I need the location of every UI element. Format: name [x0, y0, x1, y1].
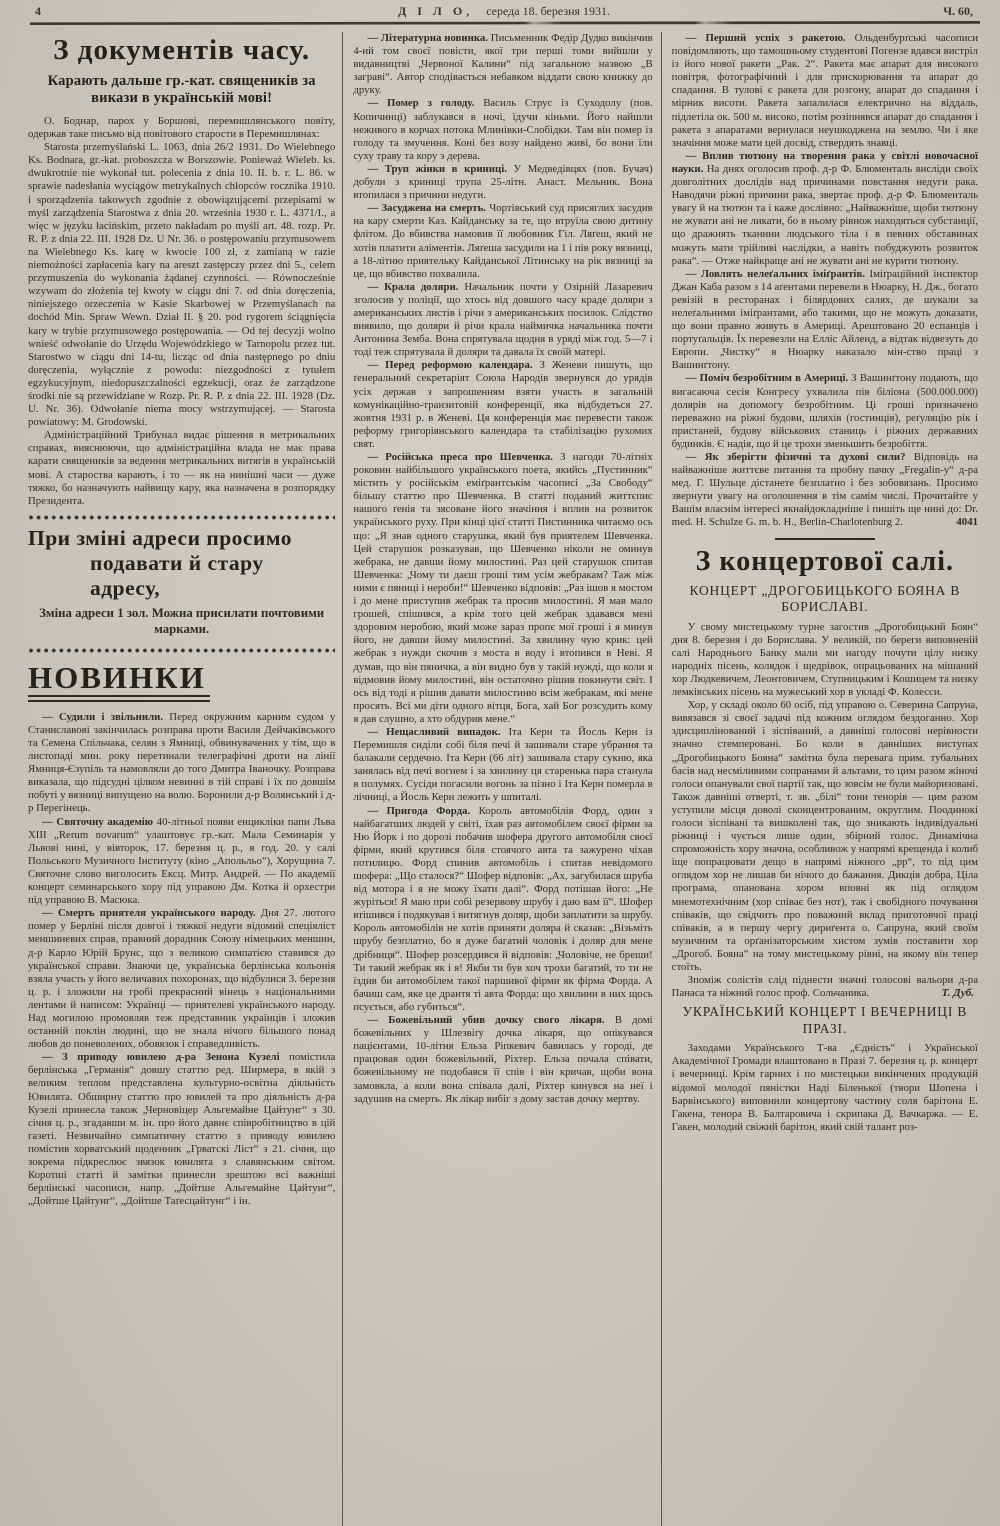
paragraph: Заходами Українського Т-ва „Єдність“ і Української Академічної Громади влаштовано в Празі 7. березня ц. р. концерт і вечерниці. Крім гарних і по мистецьки викінчених продукцій відомої молодої пяністки Наді Біленької (твори Шопена і Барвінського) виповнили концертову частину соля барітона Е. Гакена, тенора В. Балтаровича і скрипака Д. Вачкаржа. — Е. Гакен, молодий свіжий барітон, який свій талант роз-: [671, 1042, 978, 1133]
section-subtitle-documents: Карають дальше гр.-кат. священиків за викази в українській мові!: [47, 73, 316, 106]
news-item: — Нещасливий випадок. Іта Керн та Йосль Керн із Перемишля сиділи собі біля печі й зашивали старе убрання та балакали сердечно. Іта Керн (66 літ) зашивала стару сукню, яка занялась від печі вогнем і за хвилину ця старенька пара станула в полумях. Сусіди погасили вогонь за пізно і Іта Керн померла в лічниці, а Йосль Керн лежить у шпиталі.: [353, 725, 653, 804]
news-item: — Судили і звільнили. Перед окружним карним судом у Станиславові закінчилась розправа проти Василя Дейчаківського та Семена Спільчака, селян з Ямниці, обвинувачених у тім, що в листопаді мин. року перетинали телеграфічні дроти на лінії Ямниця-Єзупіль та намовляли до того Дмитра Іваночку. Розправа виказала, що підсудні цілком невинні в тій справі і їх по довшім побуті у вязниці випущено на волю. Боронили д-р Волянський і д-р Перегінець.: [28, 710, 336, 815]
news-item-lead: — Вплив тютюну на творення рака у світлі новочасної науки.: [671, 149, 978, 175]
paragraph: У свому мистецькому турне загостив „Дрогобицький Боян“ дня 8. березня і до Борислава. У великій, по береги виповненій салі Народнього Банку мали ми нагоду почути цілу низку народніх пісень, колядок і щедрівок, опрацьованих на мішаний хор Людкевичем, Леонтовичем, Ступницьким і Кошицем та низку лемківських пісень на мужеський хор в укладі Ф. Колесси.: [671, 620, 978, 699]
news-item-lead: — Судили і звільнили.: [42, 710, 170, 723]
news-item: — Як зберігти фізичні та духові сили? Відповідь на найважніше життєве питання та пробну пачку „Fregalin-у“ д-ра мед. Г. Шульце дістанете безплатно і без зобовязань. Просимо звернути увагу на оголошення в тім самім числі. Прочитайте у Вашім власнім інтересі якнайдокладніше і пишіть ще нині до: Dr. med. H. Schulze G. m. b. H., Berlin-Charlotenburg 2. 4041: [671, 451, 978, 529]
masthead-center: [398, 3, 610, 19]
news-item: — Вплив тютюну на творення рака у світлі новочасної науки. На днях оголосив проф. д-р Ф. Блюменталь висліди своїх довголітних дослідів над причинами повстання недуги рака. Наводячи ріжні причини рака, звертає проф. д-р Ф. Блюменталь увагу й на тютюн та і каже дослівно: „Найважніше, щоби тютюну не жувати ані не ликати, бо в ньому рівнож находяться субстанції, що дражнять тканини людського тіла і в певних обставинах можуть мати трійливі наслідки, а навіть побуджують розвиток рака“. — Отже найкраще ані не жувати ані не курити тютюну.: [671, 149, 978, 267]
news-item: — Перший успіх з ракетою. Ольденбурґські часописи повідомляють, що тамошньому студентові Погензе вдався вистріл із його нової ракети „Рак. 2“. Ракета має апарат для високого повітря, фотографічний і для прискорювання та апарат до спадання. В тулові є ракета для розгону, апарат до спадання і мірник висоти. Ракета запалилася електрично на віддаль, підлетіла ок. 500 м. високо, потім розіпнявся апарат до спадання і ракета з апаратами вернулася неушкоджена на землю. Чи і яке значіння може мати цей досвід, ствердять знавці.: [671, 32, 978, 149]
section-divider-rule: [775, 538, 875, 540]
news-item-lead: — Крала доляри.: [367, 280, 465, 293]
news-item-lead: — Літературна новинка.: [367, 32, 491, 44]
news-item: — Пригода Форда. Король автомобілів Форд, один з найбагатших людей у світі, їхав раз автомобілем своєї фірми за Ню Йорк і по дорозі побачив шофера другого автомобіля своєї фірми, який крутився біля стоячого авта та зажурено чіхав потилицю. Форд спинив автомобіль і спитав невідомого шофера: „Що сталося?“ Шофер відповів: „Ах, загубилася шруба від мотора і я не можу їхати далі“. Форд потішав його: „Не журіться! Я маю при собі резервову шрубу і даю вам її“. Шофер втішився і подякував і витягнув доляр, щоби заплатити за шрубу. Король автомобілів не хотів приняти доляра й сказав: „Візьміть шрубу безплатно, бо я дуже багатий чоловік і доляр для мене дрібниця“. Шофер розсердився й відповів: „Чоловіче, не бреши! Ти такий жебрак як і я! Якби ти був хоч трохи багатий, то ти не їздив би автомобілем такої паршивої фірми як фірма Форда. А бачиш сам, яке це дрантя ті авта Форда: що хвилини в них щось псується, або губиться“.: [353, 804, 653, 1013]
news-item: — Російська преса про Шевченка. З нагоди 70-літніх роковин найбільшого українського поета, якийсь „Пустинник“ містить у російськім еміґрантськім часописі „За Свободу“ більшу статтю про Шевченка. В статті поданий життєпис нашого ґенія та зясоване його значіння і вплив на розвиток українського руху. При кінці цієї статті Пистинника читаємо ось що: „Я знав одного старушка, який був приятелем Шевченка. Цей старушок розказував, що Шевченко ніколи не оминув жебрака, не давши йому милостині. Раз цей старушок спитав Шевченка: „Чому ти даєш гроші тим усім жебракам? Таж між ними є пяниці і нероби!“ Шевченко відповів: „Раз ішов я мостом і до мене приступив жебрак та просив милостині. Я мав мало грошей, спішився, а крім того цей жебрак здавався мені здоровим неробою, який може зараз пропє мої гроші і я минув його, не давши йому милостині. За хвилину чую крик: цей жебрак з нужди скочив з моста в воду і втопився в Неві. Я думав, що він пяничка, а він видно був у такій нужді, що коли я відмовив йому милостині, він остаточно рішив покинути світ. І ось від тоді я рішив давати милостиню всім жебракам, які мене просять. Всі ми діти одного вітця, Бога, хай Бог розсудить кому я дав слушно, а хто обдурив мене.“: [353, 451, 653, 725]
section-title-documents: З документів часу.: [53, 34, 311, 66]
address-change-notice: [28, 525, 335, 641]
paper-title: Д І Л О,: [397, 4, 474, 18]
paragraph: Зпоміж солістів слід піднести значні голосові вальори д-ра Панаса та ніжний голос проф. Сольчаника.: [671, 974, 978, 1000]
documents-paragraphs: [28, 115, 335, 508]
news-item: — Труп жінки в криниці. У Медведівцях (пов. Бучач) добули з криниці трупа 25-літн. Анаст. Мельник. Вона втопилася з причини недуги.: [353, 162, 653, 202]
news-item-lead: — Поміч безробітним в Америці.: [685, 372, 852, 385]
news-item-lead: — Перед реформою календара.: [367, 359, 540, 372]
address-notice-body: Зміна адреси 1 зол. Можна присилати почтовими марками.: [39, 605, 325, 636]
column-documents: [28, 32, 342, 1526]
news-item: — Божевільний убив дочку свого лікаря. В домі божевільних у Шлезвіґу дочка лікаря, що опікувався пацієнтами, 10-літня Ельза Ріпкевич бавилась у городі, де працював один божевільний, Ріхтер. Ельза почала співати, божевільному не подобався її спів і він кричав, щоби вона замовкла, а коли вона співала далі, Ріхтер кинувся на неї і задушив на смерть. Як лікар вибіг з дому застав дочку мертву.: [353, 1014, 653, 1105]
news-item-lead: — Смерть приятеля українського народу.: [42, 907, 261, 920]
page-number: 4: [35, 4, 41, 18]
news-item: — Перед реформою календара. З Женеви пишуть, що ґенеральний секретаріят Союза Народів звернувся до урядів усіх держав з запрошенням взяти участь в загальній комунікаційно-транзитовій конференції, яка відбудеться 27. жовтня 1931 р. в Женеві. Ця конференція має перевести також реформу григоріянського календара та стабілізацію рухомих свят.: [353, 359, 653, 450]
column-news-middle: [342, 32, 660, 1526]
column-news-concert: [661, 32, 980, 1526]
issue-number: Ч. 60,: [943, 4, 973, 18]
news-section-title: НОВИНКИ: [28, 661, 210, 702]
news-item: — З приводу ювилею д-ра Зенона Кузелі помістила берлінська „Германія“ довшу статтю ред. Ширмера, в якій з великим теплом представлена культурно-освітна діяльність Ювилята. Обширну статтю про ювилей та про діяльність д-ра Кузелі принесла також „Черновіцер Альгемайне Цайтунг“ з 30. січня ц. р., згадавши м. ін. про його давнє співробітництво в цій газеті. Незвичайно симпатичну статтю з приводу ювилею помістив хорватський щоденник „Грватскі Ліст“ з 21. січня, що зокрема підкреслює звязок ювилята з славянським світом. Коротші статті й замітки принесли зрештою всі важніші берлінські часописи, напр. „Дойтше Альгемайне Цайтунг“, „Дойтше Цайтунг“, „Дойтше Таґесцайтунг“ і ін.: [28, 1051, 336, 1208]
news-item-lead: — Помер з голоду.: [367, 97, 484, 110]
news-item-lead: — Як зберігти фізичні та духові сили?: [685, 451, 914, 463]
news-items-col3: [672, 32, 978, 530]
news-item: — Крала доляри. Начальник почти у Озірній Лазаревич зголосив у поліції, що хтось від довшого часу краде доляри з американських листів і річи з американських посилок. Слідство виявило, що доляри й річи крала наймичка начальника почти Антонина Земба. Вона спрятувала щодня в уряді між год. 5—7 і тоді теж спрятувала й доляри та давала їх своїй матері.: [353, 280, 653, 359]
masthead-rule: [30, 21, 980, 25]
masthead-date: середа 18. березня 1931.: [486, 4, 611, 18]
news-item-lead: — Святочну академію: [42, 815, 157, 828]
news-items-col1: [28, 711, 335, 1209]
concert-heading-boryslav: КОНЦЕРТ „ДРОГОБИЦЬКОГО БОЯНА В БОРИСЛАВІ.: [689, 582, 961, 615]
concert-heading-praha: УКРАЇНСЬКИЙ КОНЦЕРТ І ВЕЧЕРНИЦІ В ПРАЗІ.: [682, 1004, 968, 1036]
ad-number: 4041: [956, 516, 978, 529]
dotted-divider-bottom: [28, 647, 335, 654]
news-items-col2: [353, 32, 652, 1106]
news-item-lead: — Ловлять нелеґальних іміґрантів.: [685, 267, 870, 280]
news-section-header: [28, 661, 335, 702]
concert-paragraphs-boryslav: [672, 621, 978, 1001]
news-item-lead: — Нещасливий випадок.: [367, 725, 509, 738]
news-item-lead: — Російська преса про Шевченка.: [367, 451, 561, 463]
news-item: — Літературна новинка. Письменник Федір Дудко викінчив 4-ий том своєї повісти, якої три перші томи вийшли у видавництві „Червоної Калини“ під загальною назвою „В заграві“. Автор сподівається небавком віддати свою книжку до друку.: [353, 32, 653, 97]
address-notice-title-line1: При зміні адреси просимо: [28, 525, 292, 550]
news-item-lead: — Засуджена на смерть.: [367, 202, 490, 215]
news-item: — Святочну академію 40-літньої появи енцикліки папи Льва XIII „Rerum novarum“ улаштовує гр.-кат. Мала Семинарія у Львові нині, у вівторок, 17. березня ц. р., в год. 20. у салі Польського Музичного Інституту (кіно „Апольльо“), Хорущина 7. Святочне слово виголосить Ексц. Митр. Андрей. — По академії концерт семинарського хору під управою Дм. Котка й орхестри під управою В. Масюка.: [28, 815, 336, 907]
paragraph: Хор, у складі около 60 осіб, під управою о. Северина Сапруна, вивязався зі своєї задачі під кожним оглядом бездоганно. Хор здисциплінований і зіспіваний, а давніші голосові нерівности значно стемперовані. Бо коли в давніших виступах „Дрогобицького Бояна“ замітна була перевага прим. тубальних басів над несміливими сопранами й альтами, то цим разом жіночі голоси опанували свої партії так, що зовсім не були майоризовані. Також давніші отверті, т. зв. „білі“ тони тенорів — цим разом уступили місця доволі сконцентрованим, округлим. Поодинокі голоси зіспівані та вишколені так, що зникають індивідуальні ріжниці і чується лише один, збірний голос. Динамічна спроможність хору значна, особливож у напрямі крещенда і колиб іще попрацювати дещо в напрямі ніжного „рр“, то під цим оглядом хор не лишав би нічого до бажання. Дикція добра, Ціла програма, опанована хором вповні як під оглядом мнемотехнічним (хор співає без нот), так і свобідного почування співаків, що свідчить про поважний вклад приготовчої праці співаків, а в першу чергу дириґента о. Сапруна, який своїм музичним та орґанізаторським хистом зумів поставити хор „Дрогоб. Бояна“ на тому мистецькому рівні, на якому він тепер стоїть.: [671, 699, 978, 973]
news-item: — Засуджена на смерть. Чортівський суд присяглих засудив на кару смерти Каз. Кайданську за те, що втруїла свою дитину флітом. До вбивства намовив її любовник Гіл. Ляґеш, який не хотів платити аліментів. Ляґеша засудили на 1 і пів року вязниці, а 18-літню приятельку Кайданської Літинську на рік вязниці за це, що вбивство похвалила.: [353, 202, 653, 280]
address-notice-title: [28, 526, 335, 601]
concert-paragraphs-praha: [672, 1042, 978, 1134]
paragraph: Starosta przemyślański L. 1063, dnia 26/2 1931. Do Wielebnego Ks. Bodnara, gr.-kat. proboszcza w Borszowie. Ponieważ Wieleb. ks. dwukrotnie nie wykonał tut. polecenia z dnia 10. II. b. r. L. 86. w sprawie nadesłania wyciągów metrykalnych chłopców rocznika 1910. i sporządzenia takowych zgodnie z obowiązującemi przepisami w myśl zarządzenia Starostwa z dnia 20. września 1930 r. L. 4371/I., a więc w języku łacińskim, przeto nakładam po myśli art. 48. rozp. Pr. R. P. z dnia 22. III. 1928 Dz. U Nr. 36. o postępowaniu przymusowem na Wielebnego Ks. karę w kwocie 100 zł, z zamianą w razie niemożności zapłacenia kary na areszt zastępczy przez dni 5., celem przymuszenia do wykonania żądanej czynności. — Równocześnie wzywam do złożenia tej kwoty w ciągu dni 7. od dnia doręczenia, niniejszego orzeczenia w Kasie Skarbowej w Przemyślanach na dochód Min. Spraw Wewn. Dział II. § 20. pod rygorem ściągnięcia kary w trybie przymusowego postępowania. — Od tej decyzji wolno wnieść odwołanie do Urzędu Wojewódzkiego w Tarnopolu przez tut. Starostwo w ciągu dni 14-tu, licząc od dnia następnego po dniu doręczenia, wyłącznie z powodu: niezgodności z tytułem egzykucyjnym, niedopuszczalności egzekucji, oraz że zarządzone środki nie są przewidziane w Rozp. Pr. R. P. z dnia 22. III. 1928 (Dz. U. Nr. 36). Odwołanie niema mocy wstrzymującej. — Starosta powiatowy: M. Grodowski.: [28, 141, 336, 429]
columns: [28, 32, 980, 1526]
author-signature: Т. Дуб.: [941, 987, 974, 1000]
news-item-lead: — Божевільний убив дочку свого лікаря.: [367, 1014, 615, 1027]
news-item: — Смерть приятеля українського народу. Дня 27. лютого помер у Берліні після довгої і тяжкої недуги відомий спеціяліст меншиневих справ, правний дорадник Союзу німецьких меншин, д-р Карло Юрій Брунс, що з великою симпатією ставився до української справи. Знаючи це, українська берлінська кольонія взяла участь у його величавих похоронах, що відбулися 3. березня ц. р. і зложили на гробі прекрасний вінець з національними лентами й написом: Українці — приятелеві українського народу. Над могилою промовляв теж представник українців і зложив останній поклін людині, що не знала нічого більшого понад любов до поневолених, обовязок і справедливість.: [28, 907, 336, 1051]
section-title-concert: З концертової салі.: [695, 545, 954, 577]
address-notice-title-line2: подавати й стару адресу,: [90, 550, 264, 600]
paragraph: Адміністраційний Трибунал видає рішення в метрикальних справах, вияснюючи, що адміністраційна влада не має права карати священиків за ведення метрикальних витягів в українській мові. А староства карають, і то — як на нинішні часи — дуже тяжко, бо назначують найвищу кару, яка назначена в розпорядку Президента.: [28, 429, 336, 507]
news-item-lead: — З приводу ювилею д-ра Зенона Кузелі: [42, 1051, 290, 1064]
news-item: — Ловлять нелеґальних іміґрантів. Іміґраційний інспектор Джан Каба разом з 14 аґентами перевели в Нюарку, Н. Дж., богато ревізій в ресторанах і білярдових салях, де шукали за нелеґальними іміґрантами, або такими, що не можуть доказати, що вони правно живуть в Америці. Арештовано 20 еспанців і портуґальців. Їх перевезли на Елліс Айленд, а відтак відвезуть до Европи. „Чистку“ в Нюарку наказало мін-ство праці з Вашинґтону.: [671, 267, 978, 372]
news-item: — Поміч безробітним в Америці. З Вашинґтону подають, що вигасаюча сесія Конгресу ухвалила пів біліона (500.000.000) долярів на допомогу безробітним. Ці гроші призначено переважно на ріжні будови, шляхів (гостинців), реґуляцію рік і пристаней, будову військових станиць і ріжних державних будинків. Є надія, що й це трохи зменьшить безробіття.: [671, 372, 978, 450]
masthead: [30, 3, 978, 21]
news-item-lead: — Перший успіх з ракетою.: [685, 32, 855, 44]
news-item-lead: — Пригода Форда.: [367, 804, 479, 817]
dotted-divider-top: [28, 514, 335, 521]
news-item-lead: — Труп жінки в криниці.: [367, 162, 514, 175]
news-item: — Помер з голоду. Василь Струс із Суходолу (пов. Копичинці) заблукався в ночі, їдучи кіньми. Його найшли неживого в корчах потока Млинівки-Слобідки. Там він помер із голоду та змучення. Коні без возу найдено живі, бо вони їли суху траву та кору з дерева.: [353, 97, 653, 162]
paragraph: О. Боднар, парох у Боршові, перемишлянського повіту, одержав таке письмо від повітового старости в Перемишлянах:: [28, 115, 336, 141]
